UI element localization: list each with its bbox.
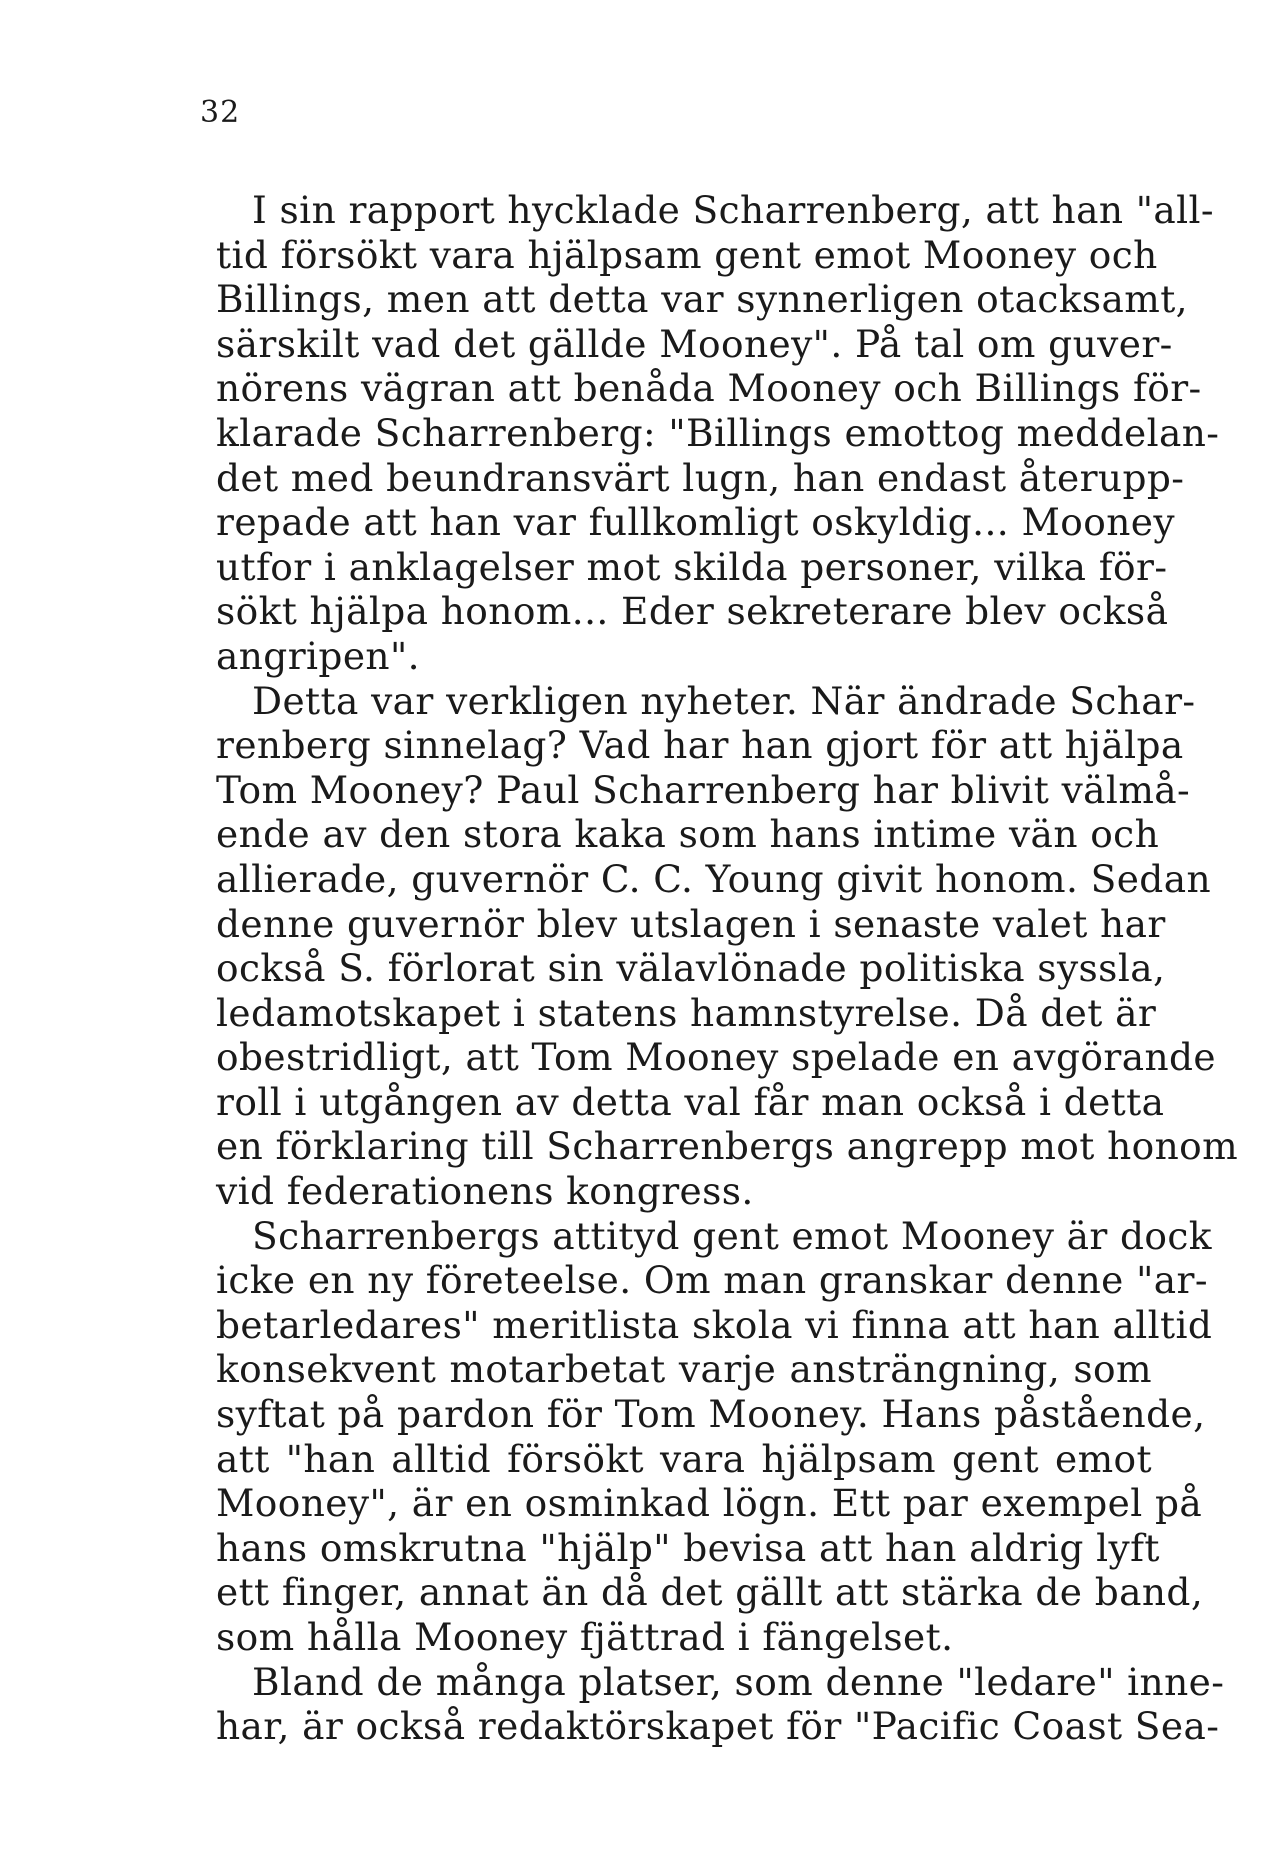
- text-line: nörens vägran att benåda Mooney och Billings för-: [216, 366, 1202, 411]
- text-line: angripen".: [216, 633, 420, 678]
- text-line: som hålla Mooney fjättrad i fängelset.: [216, 1615, 954, 1659]
- text-line: hans omskrutna "hjälp" bevisa att han aldrig lyft: [216, 1525, 1160, 1570]
- text-line: allierade, guvernör C. C. Young givit honom. Sedan: [216, 856, 1211, 901]
- text-line: ende av den stora kaka som hans intime vän och: [216, 812, 1160, 857]
- text-line: Scharrenbergs attityd gent emot Mooney är dock: [252, 1213, 1212, 1258]
- text-line: en förklaring till Scharrenbergs angrepp mot honom: [216, 1124, 1239, 1169]
- text-line: ett finger, annat än då det gällt att stärka de band,: [216, 1570, 1204, 1615]
- text-line: att "han alltid försökt vara hjälpsam gent emot: [216, 1436, 1152, 1481]
- paragraph-2: [176, 678, 1239, 1214]
- text-line: tid försökt vara hjälpsam gent emot Mooney och: [216, 232, 1158, 277]
- page-number: 32: [200, 95, 241, 130]
- text-line: obestridligt, att Tom Mooney spelade en avgörande: [216, 1035, 1217, 1080]
- text-line: utfor i anklagelser mot skilda personer, vilka för-: [216, 544, 1168, 589]
- text-line: repade att han var fullkomligt oskyldig... Mooney: [216, 500, 1175, 545]
- text-line: roll i utgången av detta val får man också i detta: [216, 1079, 1165, 1124]
- text-line: också S. förlorat sin välavlönade politiska syssla,: [216, 946, 1166, 991]
- text-line: syftat på pardon för Tom Mooney. Hans påstående,: [216, 1392, 1206, 1437]
- text-line: Bland de många platser, som denne "ledare" inne-: [252, 1659, 1225, 1704]
- text-line: betarledares" meritlista skola vi finna att han alltid: [216, 1302, 1213, 1347]
- text-line: Mooney", är en osminkad lögn. Ett par exempel på: [216, 1481, 1203, 1526]
- paragraph-4: [176, 1659, 1225, 1749]
- text-line: särskilt vad det gällde Mooney". På tal om guver-: [216, 321, 1173, 366]
- text-line: I sin rapport hycklade Scharrenberg, att han "all-: [252, 188, 1214, 232]
- paragraph-1: [176, 188, 1220, 679]
- body-text: [176, 188, 1239, 1749]
- text-line: sökt hjälpa honom... Eder sekreterare blev också: [216, 589, 1169, 634]
- text-line: Detta var verkligen nyheter. När ändrade Schar-: [252, 678, 1196, 723]
- paragraph-3: [176, 1213, 1213, 1660]
- text-line: icke en ny företeelse. Om man granskar denne "ar-: [216, 1258, 1208, 1303]
- text-line: klarade Scharrenberg: "Billings emottog meddelan-: [216, 410, 1220, 455]
- text-line: Billings, men att detta var synnerligen otacksamt,: [216, 277, 1189, 322]
- text-line: ledamotskapet i statens hamnstyrelse. Då det är: [216, 990, 1157, 1035]
- text-line: vid federationens kongress.: [216, 1169, 754, 1214]
- text-line: konsekvent motarbetat varje ansträngning, som: [216, 1347, 1152, 1392]
- text-line: Tom Mooney? Paul Scharrenberg har blivit välmå-: [216, 767, 1191, 812]
- text-line: har, är också redaktörskapet för "Pacific Coast Sea-: [216, 1704, 1220, 1749]
- text-line: renberg sinnelag? Vad har han gjort för att hjälpa: [216, 723, 1184, 768]
- text-line: det med beundransvärt lugn, han endast återupp-: [216, 455, 1185, 500]
- text-line: denne guvernör blev utslagen i senaste valet har: [216, 901, 1166, 946]
